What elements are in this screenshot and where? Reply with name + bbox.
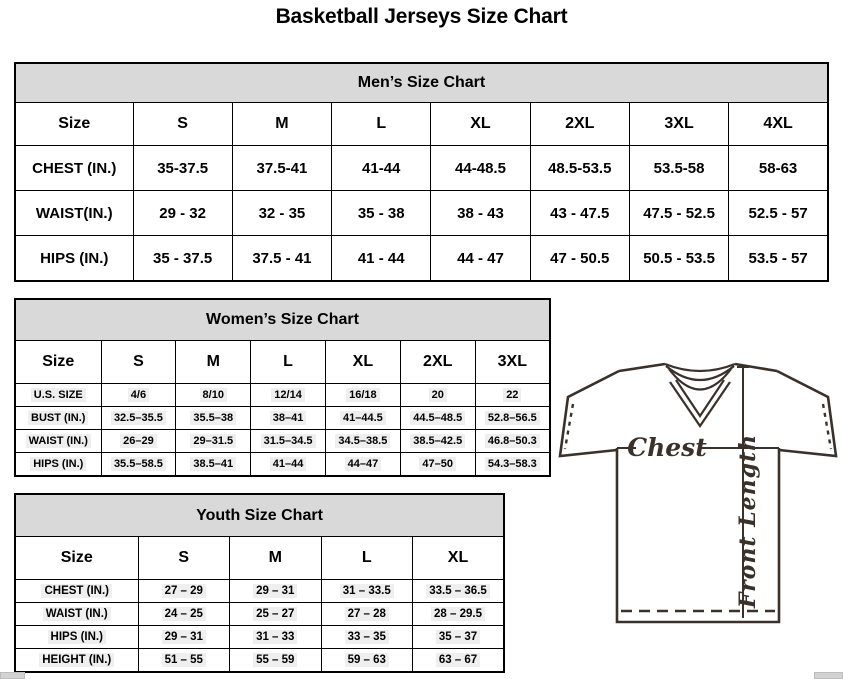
men-size-header-cell-text: Size	[58, 115, 91, 132]
youth-value-cell	[230, 649, 322, 673]
women-value-cell-text: 38–41	[270, 411, 307, 425]
women-chart-title-text: Women’s Size Chart	[206, 311, 359, 328]
men-value-cell-text: 58-63	[758, 159, 798, 177]
men-column-header-1	[232, 103, 331, 146]
women-column-header-1-text: M	[206, 353, 220, 370]
men-value-cell-text: 48.5-53.5	[548, 159, 612, 177]
men-value-cell-text: 52.5 - 57	[748, 204, 808, 222]
women-column-header-4	[400, 341, 475, 384]
men-value-cell	[629, 146, 728, 191]
youth-row-label-3-text: HEIGHT (IN.)	[39, 653, 114, 667]
youth-column-header-0-text: S	[178, 549, 190, 566]
men-value-cell-text: 38 - 43	[457, 204, 504, 222]
women-value-cell	[325, 407, 400, 430]
men-row-label-2-text: HIPS (IN.)	[40, 249, 109, 267]
youth-column-header-1	[230, 537, 322, 580]
women-value-cell	[475, 384, 550, 407]
youth-value-cell-text: 28 – 29.5	[431, 607, 485, 621]
women-value-cell	[325, 430, 400, 453]
women-value-cell	[400, 453, 475, 477]
women-value-cell	[400, 430, 475, 453]
women-chart-title	[15, 299, 550, 341]
women-column-header-5	[475, 341, 550, 384]
women-value-cell	[101, 407, 176, 430]
men-value-cell	[332, 191, 431, 236]
men-value-cell-text: 44-48.5	[455, 159, 506, 177]
women-value-cell-text: 16/18	[346, 388, 380, 402]
men-chart-title-text: Men’s Size Chart	[357, 74, 486, 91]
men-column-header-0-text: S	[177, 115, 188, 132]
youth-value-cell	[321, 649, 413, 673]
men-value-cell-text: 53.5-58	[653, 159, 705, 177]
women-value-cell	[101, 430, 176, 453]
men-value-cell-text: 35-37.5	[157, 159, 209, 177]
men-value-cell-text: 37.5-41	[256, 159, 308, 177]
youth-row-label-1	[15, 603, 138, 626]
women-value-cell-text: 22	[503, 388, 521, 402]
women-value-cell-text: 52.8–56.5	[485, 411, 540, 425]
youth-value-cell	[321, 626, 413, 649]
youth-value-cell-text: 27 – 29	[162, 584, 206, 598]
men-value-cell	[530, 236, 629, 282]
women-value-cell	[325, 384, 400, 407]
youth-value-cell	[413, 626, 505, 649]
women-value-cell-text: 4/6	[128, 388, 149, 402]
men-chart-title	[15, 63, 828, 103]
men-value-cell	[530, 191, 629, 236]
women-value-cell	[101, 384, 176, 407]
women-value-cell	[475, 407, 550, 430]
men-value-cell-text: 50.5 - 53.5	[643, 249, 715, 267]
youth-size-header-cell-text: Size	[60, 549, 93, 566]
men-value-cell-text: 35 - 37.5	[153, 249, 213, 267]
youth-value-cell	[230, 580, 322, 603]
youth-value-cell	[321, 580, 413, 603]
youth-value-cell-text: 31 – 33	[253, 630, 297, 644]
youth-row-label-0	[15, 580, 138, 603]
men-column-header-1-text: M	[275, 115, 289, 132]
women-value-cell	[101, 453, 176, 477]
men-column-header-3-text: XL	[470, 115, 491, 132]
youth-value-cell	[413, 580, 505, 603]
youth-value-cell-text: 31 – 33.5	[340, 584, 394, 598]
women-row-label-0-text: U.S. SIZE	[31, 388, 86, 402]
men-value-cell	[629, 236, 728, 282]
women-row-label-0	[15, 384, 101, 407]
youth-value-cell-text: 29 – 31	[162, 630, 206, 644]
men-column-header-2	[332, 103, 431, 146]
women-row-label-1-text: BUST (IN.)	[28, 411, 88, 425]
men-value-cell	[332, 236, 431, 282]
youth-value-cell-text: 29 – 31	[253, 584, 297, 598]
women-value-cell	[251, 430, 326, 453]
youth-value-cell	[138, 626, 230, 649]
women-size-header-cell	[15, 341, 101, 384]
chest-measure-label: Chest	[627, 433, 707, 462]
women-value-cell-text: 54.3–58.3	[485, 457, 540, 471]
jersey-outline	[560, 364, 836, 622]
women-value-cell-text: 8/10	[200, 388, 227, 402]
men-value-cell-text: 53.5 - 57	[748, 249, 808, 267]
women-column-header-2	[251, 341, 326, 384]
youth-value-cell-text: 27 – 28	[345, 607, 389, 621]
youth-value-cell-text: 24 – 25	[162, 607, 206, 621]
men-row-label-1-text: WAIST(IN.)	[35, 204, 113, 222]
men-value-cell	[332, 146, 431, 191]
women-value-cell-text: 26–29	[120, 434, 157, 448]
men-value-cell-text: 43 - 47.5	[550, 204, 610, 222]
men-value-cell	[729, 236, 828, 282]
men-value-cell-text: 44 - 47	[457, 249, 504, 267]
women-row-label-2-text: WAIST (IN.)	[26, 434, 91, 448]
youth-column-header-3-text: XL	[447, 549, 469, 566]
youth-value-cell-text: 51 – 55	[162, 653, 206, 667]
youth-value-cell-text: 25 – 27	[253, 607, 297, 621]
youth-column-header-2-text: L	[361, 549, 372, 566]
men-value-cell-text: 41 - 44	[357, 249, 405, 267]
youth-row-label-2	[15, 626, 138, 649]
women-value-cell-text: 41–44.5	[340, 411, 386, 425]
women-column-header-3-text: XL	[352, 353, 374, 370]
men-value-cell	[431, 191, 530, 236]
men-value-cell-text: 35 - 38	[357, 204, 405, 222]
scrollbar-left-button[interactable]	[0, 672, 25, 679]
youth-value-cell-text: 35 – 37	[436, 630, 480, 644]
men-column-header-2-text: L	[376, 115, 387, 132]
women-value-cell	[176, 453, 251, 477]
youth-size-header-cell	[15, 537, 138, 580]
women-size-header-cell-text: Size	[42, 353, 75, 370]
men-value-cell	[530, 146, 629, 191]
women-value-cell	[400, 407, 475, 430]
men-column-header-3	[431, 103, 530, 146]
women-value-cell	[251, 453, 326, 477]
men-value-cell	[232, 191, 331, 236]
youth-value-cell	[321, 603, 413, 626]
women-value-cell	[400, 384, 475, 407]
women-row-label-1	[15, 407, 101, 430]
women-column-header-4-text: 2XL	[423, 353, 453, 370]
youth-value-cell	[413, 649, 505, 673]
women-size-chart-table	[14, 298, 551, 477]
men-size-chart-table	[14, 62, 829, 282]
women-value-cell-text: 41–44	[270, 457, 307, 471]
women-value-cell-text: 38.5–42.5	[410, 434, 465, 448]
women-row-label-3-text: HIPS (IN.)	[30, 457, 86, 471]
women-column-header-0	[101, 341, 176, 384]
men-column-header-0	[133, 103, 232, 146]
youth-row-label-0-text: CHEST (IN.)	[41, 584, 112, 598]
women-value-cell-text: 38.5–41	[190, 457, 236, 471]
youth-value-cell	[230, 603, 322, 626]
men-value-cell-text: 41-44	[362, 159, 401, 177]
men-value-cell-text: 32 - 35	[258, 204, 306, 222]
men-value-cell-text: 37.5 - 41	[252, 249, 312, 267]
women-value-cell	[475, 453, 550, 477]
men-value-cell	[431, 236, 530, 282]
jersey-diagram	[556, 356, 840, 630]
men-row-label-0	[15, 146, 133, 191]
youth-value-cell-text: 33.5 – 36.5	[426, 584, 490, 598]
men-column-header-4	[530, 103, 629, 146]
youth-column-header-0	[138, 537, 230, 580]
front-length-measure-label: Front Length	[735, 433, 761, 609]
youth-chart-title-text: Youth Size Chart	[196, 506, 323, 524]
women-value-cell-text: 29–31.5	[190, 434, 236, 448]
women-value-cell-text: 35.5–58.5	[111, 457, 166, 471]
men-value-cell-text: 47 - 50.5	[550, 249, 610, 267]
women-value-cell-text: 35.5–38	[190, 411, 236, 425]
women-value-cell	[475, 430, 550, 453]
youth-row-label-3	[15, 649, 138, 673]
women-column-header-3	[325, 341, 400, 384]
men-row-label-0-text: CHEST (IN.)	[32, 159, 117, 177]
men-value-cell	[133, 146, 232, 191]
women-value-cell	[176, 407, 251, 430]
men-value-cell	[133, 191, 232, 236]
women-column-header-5-text: 3XL	[497, 353, 527, 370]
women-column-header-2-text: L	[283, 353, 293, 370]
women-value-cell-text: 31.5–34.5	[261, 434, 316, 448]
women-column-header-0-text: S	[133, 353, 144, 370]
youth-value-cell	[230, 626, 322, 649]
women-value-cell-text: 34.5–38.5	[335, 434, 390, 448]
women-value-cell-text: 12/14	[271, 388, 305, 402]
men-value-cell-text: 29 - 32	[159, 204, 206, 222]
men-value-cell	[133, 236, 232, 282]
men-value-cell	[729, 146, 828, 191]
women-row-label-3	[15, 453, 101, 477]
women-value-cell	[325, 453, 400, 477]
men-column-header-6	[729, 103, 828, 146]
men-column-header-4-text: 2XL	[565, 115, 595, 132]
youth-value-cell	[138, 649, 230, 673]
youth-row-label-1-text: WAIST (IN.)	[43, 607, 111, 621]
youth-column-header-2	[321, 537, 413, 580]
men-value-cell-text: 47.5 - 52.5	[643, 204, 715, 222]
women-value-cell	[176, 430, 251, 453]
men-value-cell	[729, 191, 828, 236]
youth-value-cell-text: 59 – 63	[345, 653, 389, 667]
youth-value-cell-text: 33 – 35	[345, 630, 389, 644]
men-value-cell	[629, 191, 728, 236]
men-row-label-2	[15, 236, 133, 282]
scrollbar-right-button[interactable]	[814, 672, 843, 679]
vneck-collar	[665, 364, 735, 426]
women-value-cell-text: 32.5–35.5	[111, 411, 166, 425]
men-column-header-6-text: 4XL	[763, 115, 793, 132]
women-value-cell-text: 47–50	[419, 457, 456, 471]
men-column-header-5	[629, 103, 728, 146]
women-value-cell-text: 46.8–50.3	[485, 434, 540, 448]
youth-value-cell-text: 63 – 67	[436, 653, 480, 667]
women-value-cell	[251, 407, 326, 430]
youth-chart-title	[15, 494, 504, 537]
youth-size-chart-table	[14, 493, 505, 673]
youth-value-cell	[138, 603, 230, 626]
men-column-header-5-text: 3XL	[664, 115, 694, 132]
women-value-cell-text: 44–47	[345, 457, 382, 471]
women-value-cell	[251, 384, 326, 407]
youth-value-cell	[138, 580, 230, 603]
youth-row-label-2-text: HIPS (IN.)	[48, 630, 106, 644]
men-row-label-1	[15, 191, 133, 236]
women-column-header-1	[176, 341, 251, 384]
men-size-header-cell	[15, 103, 133, 146]
youth-column-header-3	[413, 537, 505, 580]
men-value-cell	[232, 146, 331, 191]
youth-column-header-1-text: M	[268, 549, 282, 566]
youth-value-cell	[413, 603, 505, 626]
men-value-cell	[232, 236, 331, 282]
women-value-cell-text: 44.5–48.5	[410, 411, 465, 425]
page-title: Basketball Jerseys Size Chart	[275, 5, 568, 28]
women-row-label-2	[15, 430, 101, 453]
women-value-cell-text: 20	[429, 388, 447, 402]
youth-value-cell-text: 55 – 59	[253, 653, 297, 667]
women-value-cell	[176, 384, 251, 407]
men-value-cell	[431, 146, 530, 191]
